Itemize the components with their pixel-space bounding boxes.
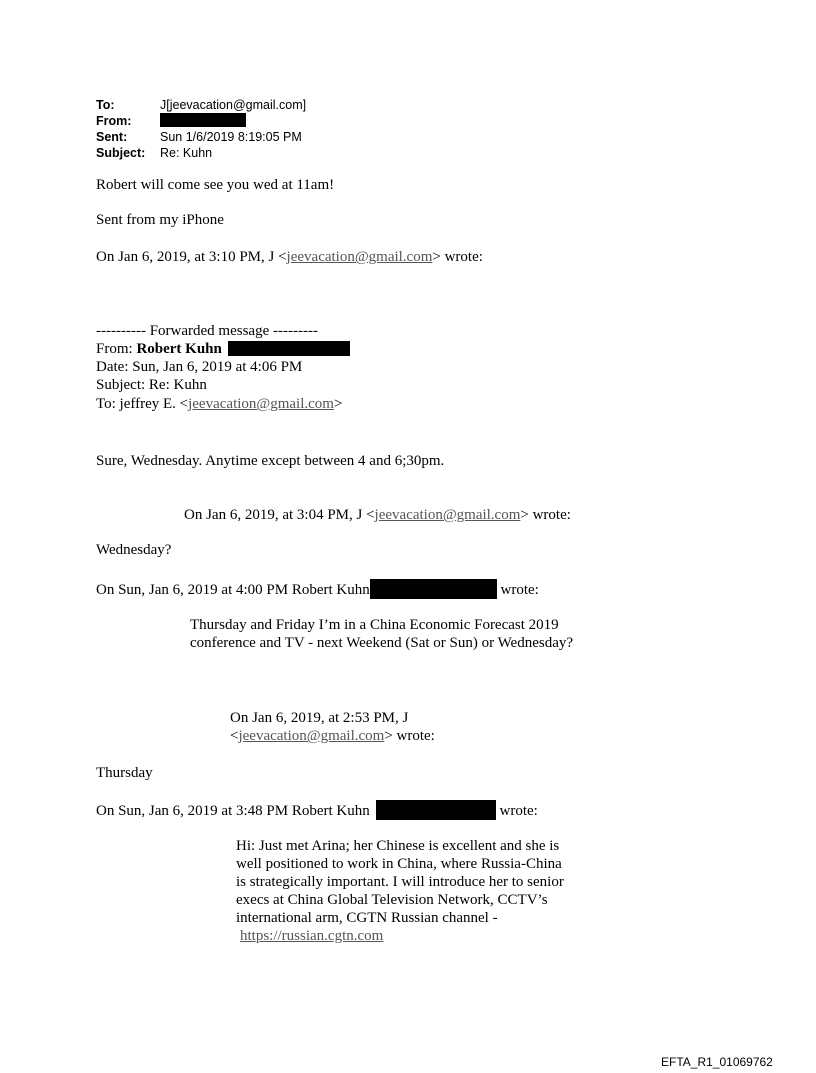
forwarded-to-prefix: To: jeffrey E. < [96, 396, 189, 412]
reply-3 [190, 616, 573, 652]
quote-3-suffix: wrote: [500, 582, 539, 598]
quote-5-suffix: wrote: [499, 803, 538, 819]
reply-4: Thursday [96, 765, 153, 781]
subject-value: Re: Kuhn [160, 146, 213, 160]
redaction-box [370, 579, 497, 599]
quote-1-prefix: On Jan 6, 2019, at 3:10 PM, J < [96, 249, 287, 265]
header-subject-row [96, 145, 306, 161]
reply-5-link-row [236, 927, 564, 945]
sent-value: Sun 1/6/2019 8:19:05 PM [160, 130, 302, 144]
reply-5-line-3: is strategically important. I will introduce her to senior [236, 874, 564, 890]
quote-2-suffix: > wrote: [520, 507, 571, 523]
sent-label: Sent: [96, 130, 128, 144]
email-link[interactable]: jeevacation@gmail.com [238, 728, 385, 744]
reply-3-line-2: conference and TV - next Weekend (Sat or Sun) or Wednesday? [190, 635, 574, 651]
reply-5-line-5: international arm, CGTN Russian channel - [236, 910, 498, 926]
reply-5 [236, 837, 564, 945]
reply-5-line-4: execs at China Global Television Network, CCTV’s [236, 892, 548, 908]
redaction-box [376, 800, 496, 820]
redaction-box [228, 341, 350, 356]
email-link[interactable]: jeevacation@gmail.com [188, 396, 334, 412]
redaction-box [160, 113, 246, 127]
body-line-1: Robert will come see you wed at 11am! [96, 177, 335, 193]
quote-5-prefix: On Sun, Jan 6, 2019 at 3:48 PM Robert Kuhn [96, 803, 370, 819]
email-header [96, 97, 306, 161]
cgtn-link[interactable]: https://russian.cgtn.com [240, 928, 384, 944]
forwarded-from-label: From: [96, 341, 137, 357]
reply-1: Sure, Wednesday. Anytime except between 4 and 6;30pm. [96, 453, 445, 469]
quote-4-line-2 [230, 727, 435, 745]
reply-5-line-1: Hi: Just met Arina; her Chinese is excellent and she is [236, 838, 560, 854]
quote-header-3 [96, 579, 539, 599]
forwarded-from-name: Robert Kuhn [136, 341, 222, 357]
quote-1-suffix: > wrote: [432, 249, 483, 265]
quote-header-2 [184, 506, 571, 524]
quote-4-suffix: > wrote: [384, 728, 435, 744]
reply-5-line-2: well positioned to work in China, where Russia-China [236, 856, 562, 872]
quote-header-4 [230, 709, 435, 745]
forwarded-to-suffix: > [333, 396, 343, 412]
email-link[interactable]: jeevacation@gmail.com [374, 507, 521, 523]
header-from-row [96, 113, 306, 129]
quote-4-line-1: On Jan 6, 2019, at 2:53 PM, J [230, 710, 409, 726]
quote-4-prefix: < [230, 728, 239, 744]
quote-3-prefix: On Sun, Jan 6, 2019 at 4:00 PM Robert Kuhn [96, 582, 370, 598]
quote-2-prefix: On Jan 6, 2019, at 3:04 PM, J < [184, 507, 375, 523]
subject-label: Subject: [96, 146, 146, 160]
email-link[interactable]: jeevacation@gmail.com [286, 249, 433, 265]
to-label: To: [96, 98, 115, 112]
reply-2: Wednesday? [96, 542, 172, 558]
forwarded-marker: ---------- Forwarded message --------- [96, 323, 318, 339]
quote-header-1 [96, 248, 483, 266]
reply-3-line-1: Thursday and Friday I’m in a China Economic Forecast 2019 [190, 617, 559, 633]
forwarded-date: Date: Sun, Jan 6, 2019 at 4:06 PM [96, 359, 303, 375]
signature: Sent from my iPhone [96, 212, 224, 228]
forwarded-to-row [96, 395, 342, 413]
quote-header-5 [96, 800, 538, 820]
to-value: J[jeevacation@gmail.com] [160, 98, 307, 112]
header-to-row [96, 97, 306, 113]
forwarded-from-row [96, 340, 350, 358]
forwarded-subject: Subject: Re: Kuhn [96, 377, 207, 393]
document-id: EFTA_R1_01069762 [661, 1055, 773, 1069]
from-label: From: [96, 114, 132, 128]
header-sent-row [96, 129, 306, 145]
